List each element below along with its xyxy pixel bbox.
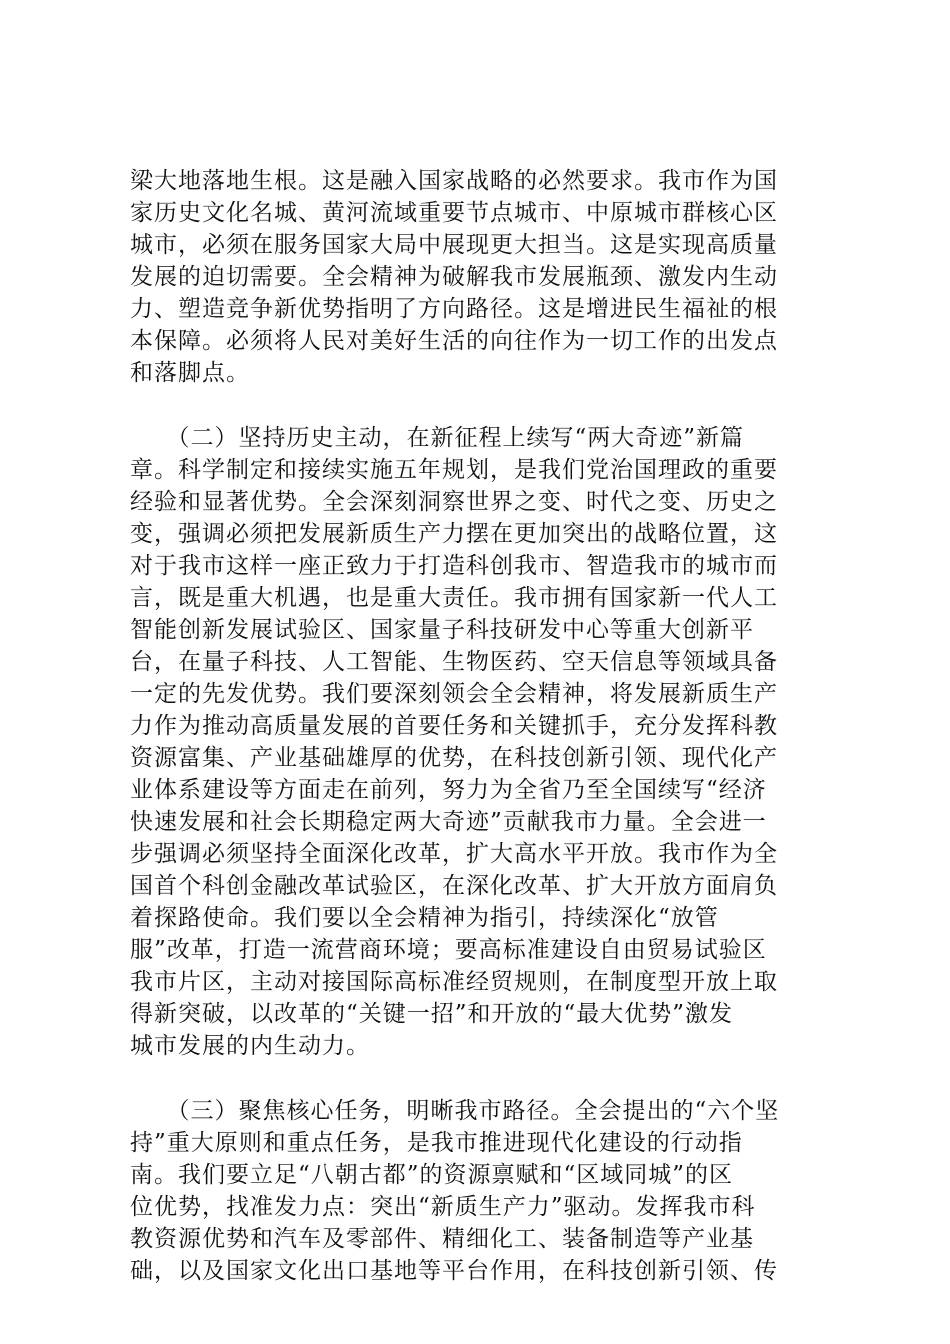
paragraph-3: （三）聚焦核心任务，明晰我市路径。全会提出的“六个坚 持”重大原则和重点任务，是我市推进现代化建设的行动指 南。我们要立足“八朝古都”的资源禀赋和“区域同城”的区 位优势，找准发力点：突出“新质生产力”驱动。发挥我市科 教资源优势和汽车及零部件、精细化工、装备制造等产业基 础，以及国家文化出口基地等平台作用，在科技创新引领、传 (130, 1098, 780, 1284)
document-body (130, 165, 830, 1287)
paragraph-2: （二）坚持历史主动，在新征程上续写“两大奇迹”新篇 章。科学制定和接续实施五年规划，是我们党治国理政的重要 经验和显著优势。全会深刻洞察世界之变、时代之变、历史之 变，强调必须把发展新质生产力摆在更加突出的战略位置，这 对于我市这样一座正致力于打造科创我市、智造我市的城市而 言，既是重大机遇，也是重大责任。我市拥有国家新一代人工 智能创新发展试验区、国家量子科技研发中心等重大创新平 台，在量子科技、人工智能、生物医药、空天信息等领域具备 一定的先发优势。我们要深刻领会全会精神，将发展新质生产 力作为推动高质量发展的首要任务和关键抓手，充分发挥科教 资源富集、产业基础雄厚的优势，在科技创新引领、现代化产 业体系建设等方面走在前列，努力为全省乃至全国续写“经济 快速发展和社会长期稳定两大奇迹”贡献我市力量。全会进一 步强调必须坚持全面深化改革，扩大高水平开放。我市作为全 国首个科创金融改革试验区，在深化改革、扩大开放方面肩负 着探路使命。我们要以全会精神为指引，持续深化“放管 服”改革，打造一流营商环境；要高标准建设自由贸易试验区 我市片区，主动对接国际高标准经贸规则，在制度型开放上取 得新突破，以改革的“关键一招”和开放的“最大优势”激发 城市发展的内生动力。 (130, 425, 778, 1059)
paragraph-1: 梁大地落地生根。这是融入国家战略的必然要求。我市作为国 家历史文化名城、黄河流域重要节点城市、中原城市群核心区 城市，必须在服务国家大局中展现更大担当。这是实现高质量 发展的迫切需要。全会精神为破解我市发展瓶颈、激发内生动 力、塑造竞争新优势指明了方向路径。这是增进民生福祉的根 本保障。必须将人民对美好生活的向往作为一切工作的出发点 和落脚点。 (130, 168, 778, 386)
